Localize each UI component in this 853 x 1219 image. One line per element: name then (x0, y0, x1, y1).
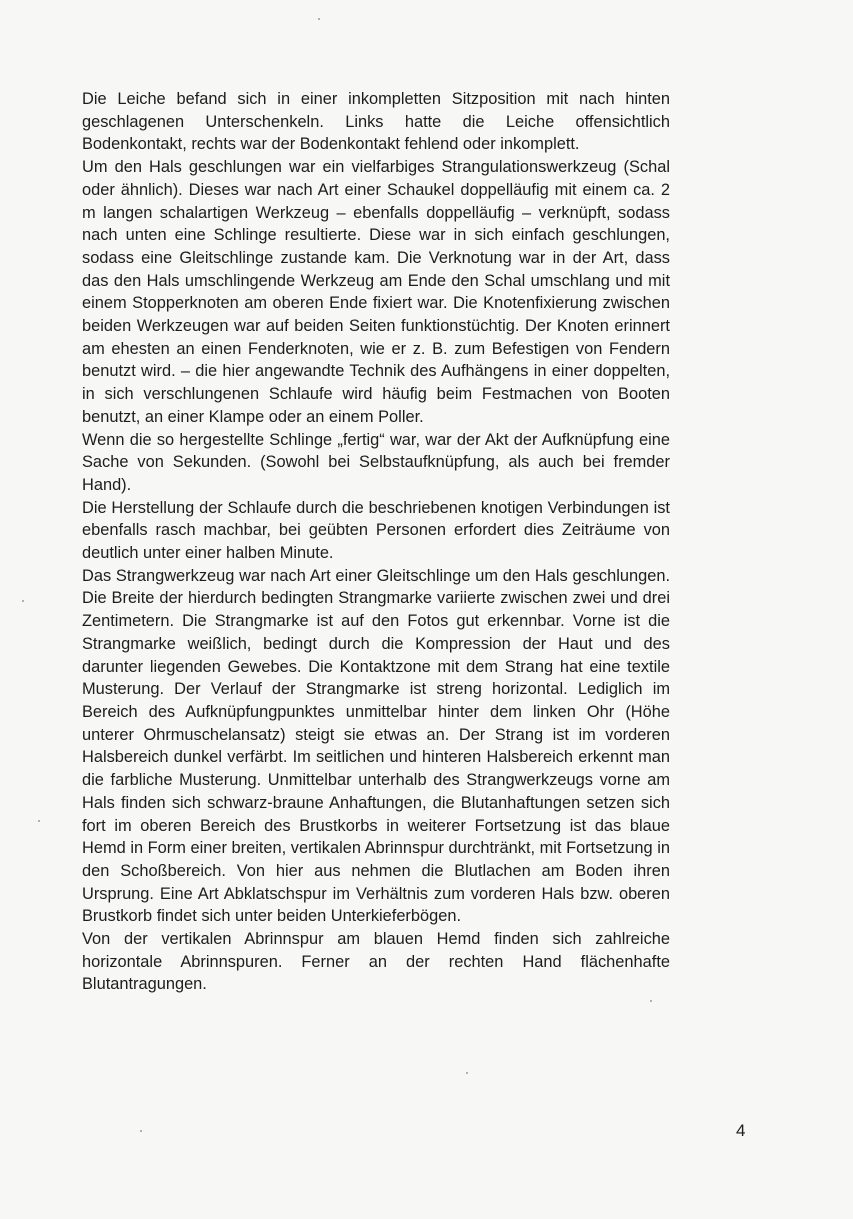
scan-speck (650, 1000, 652, 1002)
scan-speck (140, 1130, 142, 1132)
paragraph-strangulation-tool: Um den Hals geschlungen war ein vielfarbiges Strangulationswerkzeug (Schal oder ähnlich). Dieses war nach Art einer Schaukel doppelläufig mit einem ca. 2 m langen schalartigen Werkzeug – ebenfalls doppelläufig – verknüpft, sodass nach unten eine Schlinge resultierte. Diese war in sich einfach geschlungen, sodass eine Gleitschlinge zustande kam. Die Verknotung war in der Art, dass das den Hals umschlingende Werkzeug am Ende den Schal umschlang und mit einem Stopperknoten am oberen Ende fixiert war. Die Knotenfixierung zwischen beiden Werkzeugen war auf beiden Seiten funktionstüchtig. Der Knoten erinnert am ehesten an einen Fenderknoten, wie er z. B. zum Befestigen von Fendern benutzt wird. – die hier angewandte Technik des Aufhängens in einer doppelten, in sich verschlungenen Schlaufe wird häufig beim Festmachen von Booten benutzt, an einer Klampe oder an einem Poller. (82, 158, 670, 426)
scan-speck (318, 18, 320, 20)
scan-speck (466, 1072, 468, 1074)
paragraph-loop-production: Die Herstellung der Schlaufe durch die beschriebenen knotigen Verbindungen ist ebenfalls rasch machbar, bei geübten Personen erfordert dies Zeiträume von deutlich unter einer halben Minute. (82, 498, 670, 563)
paragraph-ligature-mark: Das Strangwerkzeug war nach Art einer Gleitschlinge um den Hals geschlungen. Die Breite der hierdurch bedingten Strangmarke variierte zwischen zwei und drei Zentimetern. Die Strangmarke ist auf den Fotos gut erkennbar. Vorne ist die Strangmarke weißlich, bedingt durch die Kompression der Haut und des darunter liegenden Gewebes. Die Kontaktzone mit dem Strang hat eine textile Musterung. Der Verlauf der Strangmarke ist streng horizontal. Lediglich im Bereich des Aufknüpfungpunktes unmittelbar hinter dem linken Ohr (Höhe unterer Ohrmuschelansatz) steigt sie etwas an. Der Strang ist im vorderen Halsbereich dunkel verfärbt. Im seitlichen und hinteren Halsbereich erkennt man die farbliche Musterung. Unmittelbar unterhalb des Strangwerkzeugs vorne am Hals finden sich schwarz-braune Anhaftungen, die Blutanhaftungen setzen sich fort im oberen Bereich des Brustkorbs in weiterer Fortsetzung ist das blaue Hemd in Form einer breiten, vertikalen Abrinnspur durchtränkt, mit Fortsetzung in den Schoßbereich. Von hier aus nehmen die Blutlachen am Boden ihren Ursprung. Eine Art Abklatschspur im Verhältnis zum vorderen Hals bzw. oberen Brustkorb findet sich unter beiden Unterkieferbögen. (82, 566, 670, 926)
body-text (82, 88, 670, 996)
page-number: 4 (736, 1121, 746, 1140)
paragraph-blood-traces: Von der vertikalen Abrinnspur am blauen Hemd finden sich zahlreiche horizontale Abrinnspuren. Ferner an der rechten Hand flächenhafte Blutantragungen. (82, 930, 670, 994)
scan-speck (22, 600, 24, 602)
scan-speck (38, 820, 40, 822)
paragraph-knotting-duration: Wenn die so hergestellte Schlinge „fertig“ war, war der Akt der Aufknüpfung eine Sache von Sekunden. (Sowohl bei Selbstaufknüpfung, als auch bei fremder Hand). (82, 430, 670, 494)
paragraph-body-position: Die Leiche befand sich in einer inkompletten Sitzposition mit nach hinten geschlagenen Unterschenkeln. Links hatte die Leiche offensichtlich Bodenkontakt, rechts war der Bodenkontakt fehlend oder inkomplett. (82, 90, 670, 154)
